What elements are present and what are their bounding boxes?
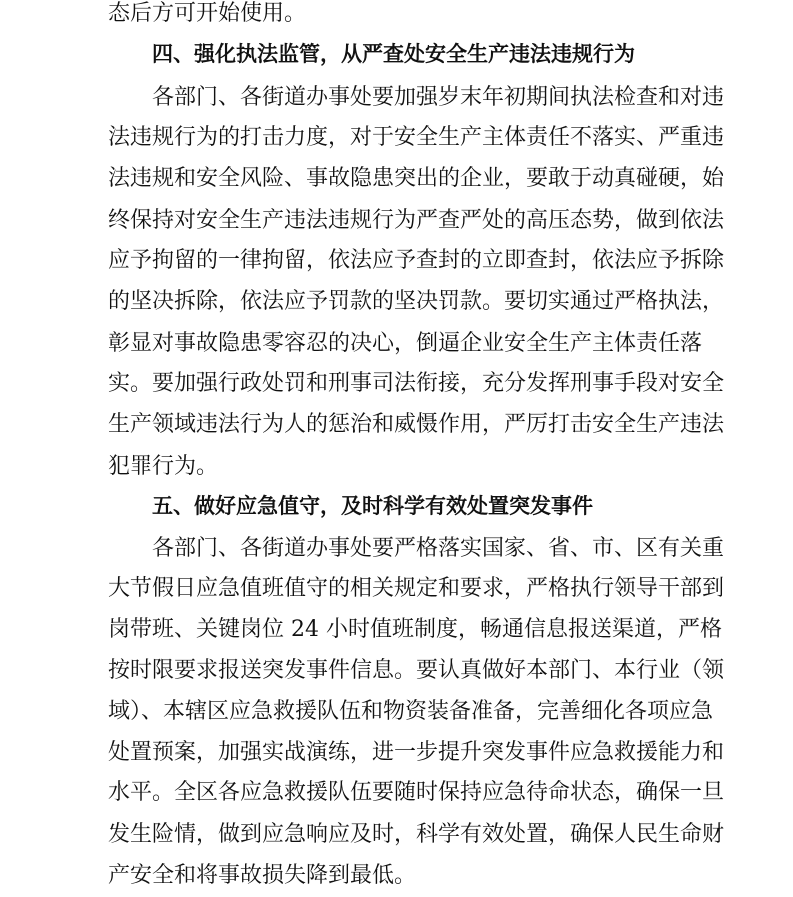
body-text-line: 的坚决拆除，依法应予罚款的坚决罚款。要切实通过严格执法， — [108, 289, 725, 314]
body-text-line: 彰显对事故隐患零容忍的决心，倒逼企业安全生产主体责任落 — [108, 331, 703, 356]
body-text-line: 实。要加强行政处罚和刑事司法衔接，充分发挥刑事手段对安全 — [108, 371, 725, 396]
body-text-line: 法违规行为的打击力度，对于安全生产主体责任不落实、严重违 — [108, 125, 725, 150]
section-heading: 五、做好应急值守，及时科学有效处置突发事件 — [152, 494, 593, 518]
body-text-line: 大节假日应急值班值守的相关规定和要求，严格执行领导干部到 — [108, 576, 725, 601]
body-text-line: 犯罪行为。 — [108, 454, 219, 479]
section-heading: 四、强化执法监管，从严查处安全生产违法违规行为 — [152, 42, 635, 66]
body-text-line: 域）、本辖区应急救援队伍和物资装备准备，完善细化各项应急 — [108, 699, 714, 724]
body-text-line: 态后方可开始使用。 — [108, 1, 307, 26]
body-text-line: 产安全和将事故损失降到最低。 — [108, 863, 417, 888]
paragraph-first-line: 各部门、各街道办事处要严格落实国家、省、市、区有关重 — [152, 536, 725, 561]
body-text-line: 岗带班、关键岗位 24 小时值班制度，畅通信息报送渠道，严格 — [108, 617, 722, 642]
body-text-line: 应予拘留的一律拘留，依法应予查封的立即查封，依法应予拆除 — [108, 248, 725, 273]
body-text-line: 按时限要求报送突发事件信息。要认真做好本部门、本行业（领 — [108, 658, 725, 683]
paragraph-first-line: 各部门、各街道办事处要加强岁末年初期间执法检查和对违 — [152, 85, 725, 110]
body-text-line: 发生险情，做到应急响应及时，科学有效处置，确保人民生命财 — [108, 822, 725, 847]
body-text-line: 处置预案，加强实战演练，进一步提升突发事件应急救援能力和 — [108, 740, 725, 765]
body-text-line: 水平。全区各应急救援队伍要随时保持应急待命状态，确保一旦 — [108, 780, 725, 805]
body-text-line: 终保持对安全生产违法违规行为严查严处的高压态势，做到依法 — [108, 208, 725, 233]
body-text-line: 生产领域违法行为人的惩治和威慑作用，严厉打击安全生产违法 — [108, 412, 725, 437]
body-text-line: 法违规和安全风险、事故隐患突出的企业，要敢于动真碰硬，始 — [108, 166, 725, 191]
